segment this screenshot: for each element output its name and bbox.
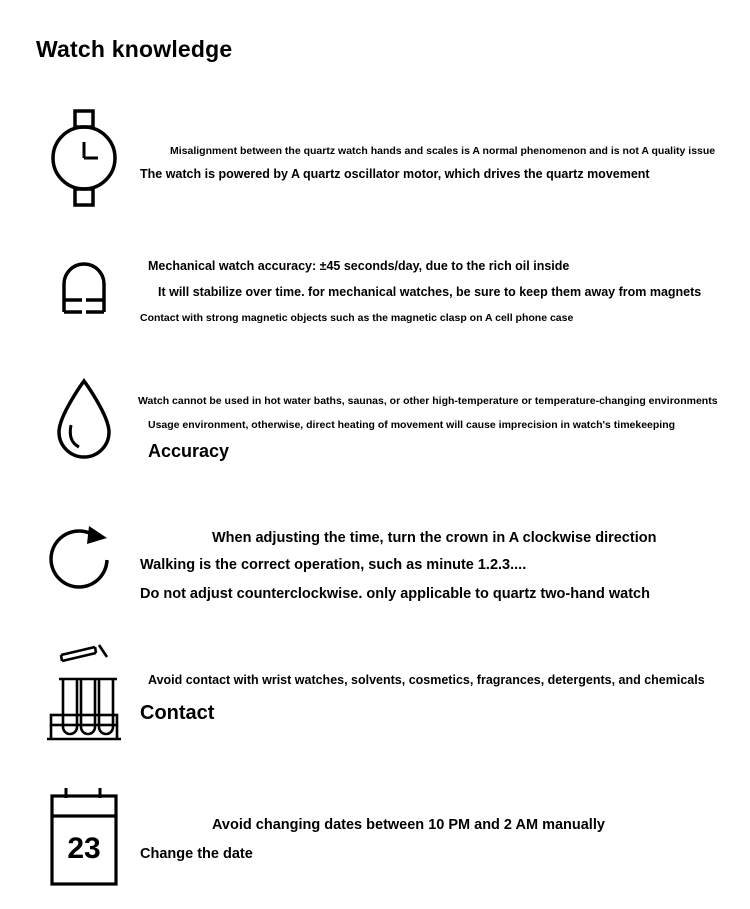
text-line: When adjusting the time, turn the crown in A clockwise direction [212, 530, 657, 546]
section-magnet [0, 240, 750, 350]
text-line: Misalignment between the quartz watch hands and scales is A normal phenomenon and is not A quality issue [170, 145, 716, 157]
calendar-icon [36, 785, 132, 891]
section-water-text [140, 394, 740, 465]
calendar-day-number: 23 [67, 832, 101, 865]
section-date [0, 785, 750, 895]
section-date-text [140, 815, 740, 865]
text-line: Do not adjust counterclockwise. only applicable to quartz two-hand watch [140, 586, 650, 603]
page-title: Watch knowledge [36, 36, 233, 62]
test-tubes-icon [36, 640, 132, 750]
text-line: Avoid changing dates between 10 PM and 2 AM manually [212, 817, 605, 833]
section-crown [0, 510, 750, 620]
watch-icon [36, 108, 132, 208]
text-line: Contact with strong magnetic objects such as the magnetic clasp on A cell phone case [140, 312, 574, 324]
text-line: Contact [140, 701, 215, 724]
text-line: The watch is powered by A quartz oscillator motor, which drives the quartz movement [140, 167, 650, 182]
section-quartz [0, 108, 750, 220]
section-chemicals [0, 640, 750, 760]
text-line: It will stabilize over time. for mechanical watches, be sure to keep them away from magnets [158, 284, 702, 299]
text-line: Change the date [140, 846, 253, 863]
text-line: Mechanical watch accuracy: ±45 seconds/day, due to the rich oil inside [148, 259, 570, 273]
section-quartz-text [140, 144, 740, 184]
section-water [0, 372, 750, 482]
text-line: Usage environment, otherwise, direct heating of movement will cause imprecision in watch's timekeeping [148, 419, 676, 432]
text-line: Accuracy [148, 441, 230, 462]
clockwise-arrow-icon [36, 518, 132, 606]
text-line: Walking is the correct operation, such as minute 1.2.3.... [140, 557, 527, 574]
water-drop-icon [36, 372, 132, 468]
section-crown-text [140, 528, 740, 605]
magnet-icon [36, 250, 132, 330]
section-chemicals-text [140, 672, 740, 728]
text-line: Avoid contact with wrist watches, solvents, cosmetics, fragrances, detergents, and chemicals [148, 673, 705, 687]
text-line: Watch cannot be used in hot water baths, saunas, or other high-temperature or temperature-changing environments [138, 395, 718, 407]
section-magnet-text [140, 258, 740, 325]
